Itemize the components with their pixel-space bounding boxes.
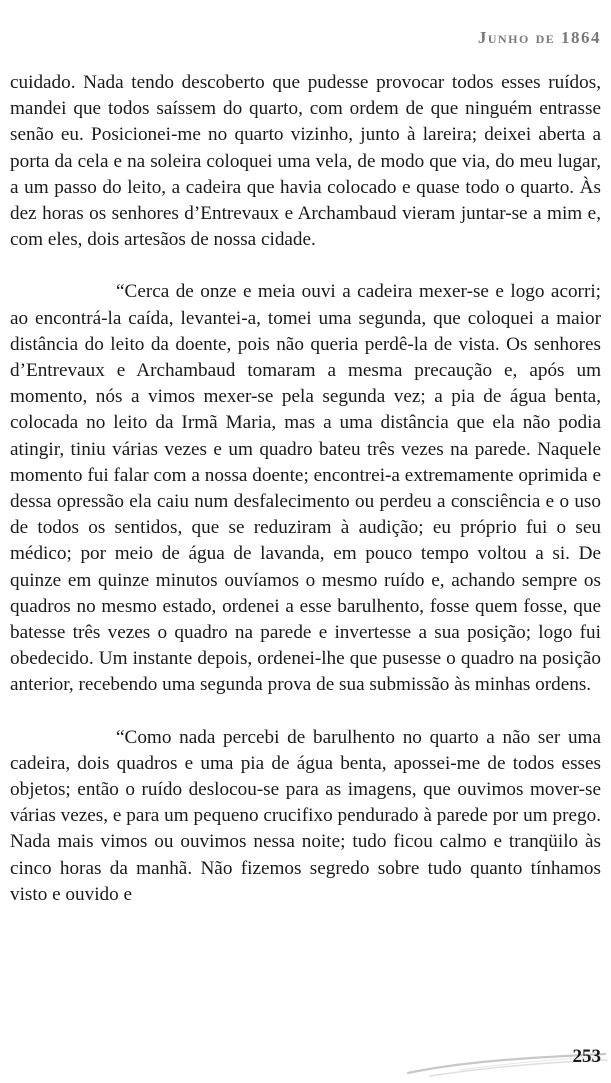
page-number: 253 — [572, 1046, 601, 1067]
paragraph-2: “Cerca de onze e meia ouvi a cadeira mexer-se e logo acorri; ao encontrá-la caída, levantei-a, tomei uma segunda, que coloquei a maior distância do leito da doente, pois não queria perdê-la de vista. Os senhores d’Entrevaux e Archambaud tomaram a mesma precaução e, após um momento, nós a vimos mexer-se pela segunda vez; a pia de água benta, colocada no leito da Irmã Maria, mas a uma distância que ela não podia atingir, tiniu várias vezes e um quadro bateu três vezes na parede. Naquele momento fui falar com a nossa doente; encontrei-a extremamente oprimida e dessa opressão ela caiu num desfalecimento ou perdeu a consciência e o uso de todos os sentidos, que se reduziram à audição; eu próprio fui o seu médico; por meio de água de lavanda, em pouco tempo voltou a si. De quinze em quinze minutos ouvíamos o mesmo ruído e, achando sempre os quadros no mesmo estado, ordenei a esse barulhento, fosse quem fosse, que batesse três vezes o quadro na parede e invertesse a sua posição; logo fui obedecido. Um instante depois, ordenei-lhe que pusesse o quadro na posição anterior, recebendo uma segunda prova de sua submissão às minhas ordens. — [10, 281, 601, 696]
paragraph-1: cuidado. Nada tendo descoberto que pudesse provocar todos esses ruídos, mandei que todos saíssem do quarto, com ordem de que ninguém entrasse senão eu. Posicionei-me no quarto vizinho, junto à lareira; deixei aberta a porta da cela e na soleira coloquei uma vela, de modo que via, do meu lugar, a um passo do leito, a cadeira que havia colocado e quase todo o quarto. Às dez horas os senhores d’Entrevaux e Archambaud vieram juntar-se a mim e, com eles, dois artesãos de nossa cidade. — [10, 72, 601, 251]
paragraph-3: “Como nada percebi de barulhento no quarto a não ser uma cadeira, dois quadros e uma pia de água benta, apossei-me de todos esses objetos; então o ruído deslocou-se para as imagens, que ouvimos mover-se várias vezes, e para um pequeno crucifixo pendurado à parede por um prego. Nada mais vimos ou ouvimos nessa noite; tudo ficou calmo e tranqüilo às cinco horas da manhã. Não fizemos segredo sobre tudo quanto tínhamos visto e ouvido e — [10, 726, 601, 905]
running-header: Junho de 1864 — [477, 28, 601, 47]
body-text — [10, 70, 601, 908]
